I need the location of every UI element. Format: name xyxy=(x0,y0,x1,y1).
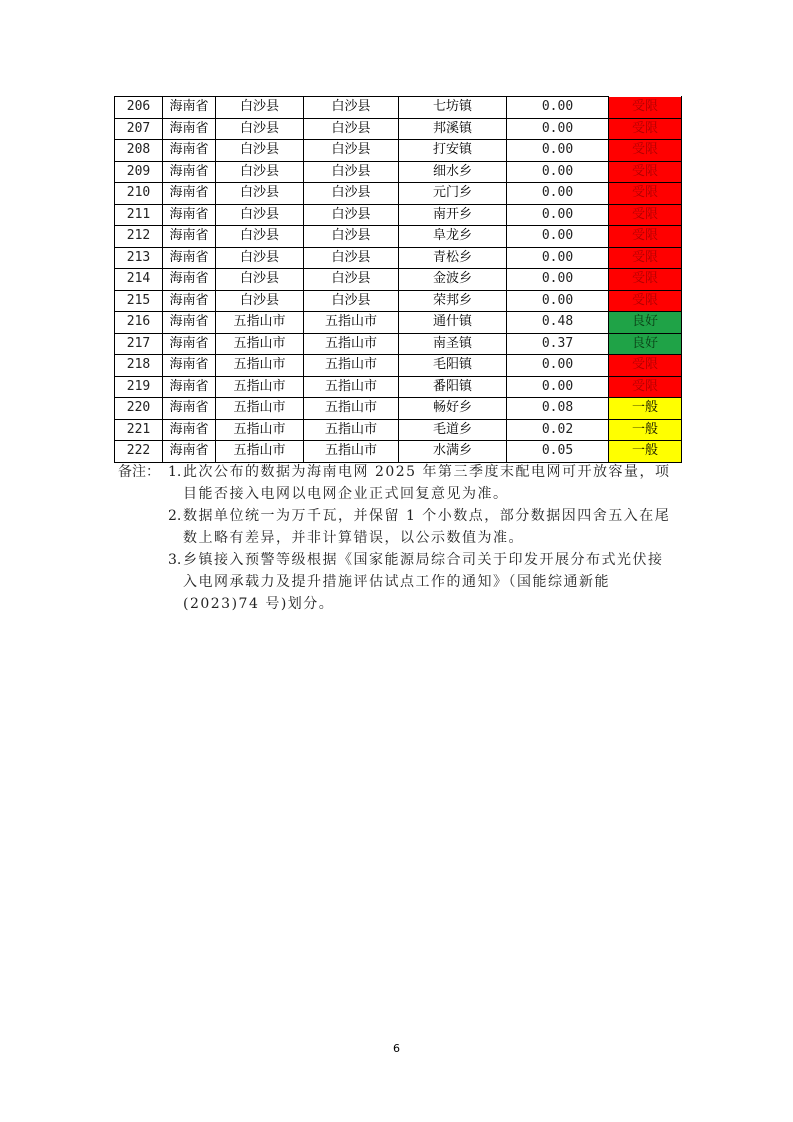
town-cell: 南开乡 xyxy=(399,204,507,226)
note-text: 数上略有差异，并非计算错误，以公示数值为准。 xyxy=(183,530,524,546)
row-number-cell: 221 xyxy=(115,419,163,441)
note-number-spacer xyxy=(168,527,183,549)
table-row xyxy=(115,140,682,162)
table-row xyxy=(115,269,682,291)
town-cell: 毛道乡 xyxy=(399,419,507,441)
table-row xyxy=(115,204,682,226)
district-cell: 五指山市 xyxy=(304,419,399,441)
capacity-cell: 0.37 xyxy=(507,333,609,355)
note-text: 目能否接入电网以电网企业正式回复意见为准。 xyxy=(183,486,509,502)
capacity-cell: 0.00 xyxy=(507,355,609,377)
status-badge: 良好 xyxy=(609,333,682,355)
province-cell: 海南省 xyxy=(163,161,216,183)
county-cell: 五指山市 xyxy=(216,419,304,441)
table-row xyxy=(115,161,682,183)
note-text: 数据单位统一为万千瓦，并保留 1 个小数点，部分数据因四舍五入在尾 xyxy=(183,508,671,524)
row-number-cell: 222 xyxy=(115,441,163,463)
town-cell: 通什镇 xyxy=(399,312,507,334)
district-cell: 白沙县 xyxy=(304,161,399,183)
table-row xyxy=(115,441,682,463)
town-cell: 邦溪镇 xyxy=(399,118,507,140)
province-cell: 海南省 xyxy=(163,204,216,226)
capacity-cell: 0.00 xyxy=(507,140,609,162)
status-badge: 良好 xyxy=(609,312,682,334)
table-row xyxy=(115,398,682,420)
capacity-cell: 0.48 xyxy=(507,312,609,334)
table-row xyxy=(115,333,682,355)
town-cell: 七坊镇 xyxy=(399,97,507,119)
status-badge: 受限 xyxy=(609,161,682,183)
county-cell: 五指山市 xyxy=(216,333,304,355)
row-number-cell: 219 xyxy=(115,376,163,398)
province-cell: 海南省 xyxy=(163,355,216,377)
row-number-cell: 218 xyxy=(115,355,163,377)
status-badge: 受限 xyxy=(609,183,682,205)
note-line xyxy=(118,483,678,505)
table-row xyxy=(115,419,682,441)
province-cell: 海南省 xyxy=(163,376,216,398)
capacity-cell: 0.00 xyxy=(507,97,609,119)
district-cell: 白沙县 xyxy=(304,140,399,162)
province-cell: 海南省 xyxy=(163,226,216,248)
county-cell: 白沙县 xyxy=(216,118,304,140)
row-number-cell: 214 xyxy=(115,269,163,291)
table-body xyxy=(115,97,682,463)
note-text: (2023)74 号)划分。 xyxy=(183,596,335,612)
notes-spacer xyxy=(118,593,168,615)
status-badge: 受限 xyxy=(609,97,682,119)
district-cell: 五指山市 xyxy=(304,376,399,398)
row-number-cell: 216 xyxy=(115,312,163,334)
county-cell: 五指山市 xyxy=(216,376,304,398)
notes-spacer xyxy=(118,527,168,549)
province-cell: 海南省 xyxy=(163,118,216,140)
note-number: 3. xyxy=(168,552,182,568)
town-cell: 南圣镇 xyxy=(399,333,507,355)
capacity-cell: 0.00 xyxy=(507,204,609,226)
status-badge: 一般 xyxy=(609,398,682,420)
page-number: 6 xyxy=(393,1042,400,1055)
note-text: 此次公布的数据为海南电网 2025 年第三季度末配电网可开放容量，项 xyxy=(183,464,671,480)
district-cell: 白沙县 xyxy=(304,226,399,248)
county-cell: 白沙县 xyxy=(216,247,304,269)
note-text: 入电网承载力及提升措施评估试点工作的通知》（国能综通新能 xyxy=(183,574,610,590)
notes-spacer xyxy=(118,571,168,593)
province-cell: 海南省 xyxy=(163,247,216,269)
notes-spacer xyxy=(118,549,168,571)
district-cell: 白沙县 xyxy=(304,204,399,226)
status-badge: 一般 xyxy=(609,441,682,463)
town-cell: 青松乡 xyxy=(399,247,507,269)
note-number: 1. xyxy=(168,464,182,480)
note-line xyxy=(118,549,678,571)
district-cell: 五指山市 xyxy=(304,333,399,355)
town-cell: 水满乡 xyxy=(399,441,507,463)
capacity-cell: 0.00 xyxy=(507,376,609,398)
capacity-table xyxy=(114,96,682,463)
town-cell: 金波乡 xyxy=(399,269,507,291)
status-badge: 受限 xyxy=(609,269,682,291)
table-row xyxy=(115,376,682,398)
row-number-cell: 220 xyxy=(115,398,163,420)
capacity-cell: 0.00 xyxy=(507,183,609,205)
table-row xyxy=(115,97,682,119)
note-line xyxy=(118,593,678,615)
row-number-cell: 208 xyxy=(115,140,163,162)
status-badge: 受限 xyxy=(609,204,682,226)
status-badge: 受限 xyxy=(609,140,682,162)
status-badge: 受限 xyxy=(609,355,682,377)
province-cell: 海南省 xyxy=(163,398,216,420)
province-cell: 海南省 xyxy=(163,333,216,355)
row-number-cell: 206 xyxy=(115,97,163,119)
province-cell: 海南省 xyxy=(163,290,216,312)
district-cell: 五指山市 xyxy=(304,312,399,334)
status-badge: 受限 xyxy=(609,226,682,248)
row-number-cell: 215 xyxy=(115,290,163,312)
town-cell: 荣邦乡 xyxy=(399,290,507,312)
county-cell: 白沙县 xyxy=(216,290,304,312)
county-cell: 白沙县 xyxy=(216,161,304,183)
status-badge: 一般 xyxy=(609,419,682,441)
row-number-cell: 213 xyxy=(115,247,163,269)
note-line xyxy=(118,505,678,527)
notes-section xyxy=(118,461,678,615)
notes-label: 备注： xyxy=(118,464,160,480)
province-cell: 海南省 xyxy=(163,419,216,441)
district-cell: 白沙县 xyxy=(304,97,399,119)
county-cell: 白沙县 xyxy=(216,97,304,119)
town-cell: 番阳镇 xyxy=(399,376,507,398)
district-cell: 白沙县 xyxy=(304,290,399,312)
capacity-cell: 0.00 xyxy=(507,269,609,291)
note-line xyxy=(118,461,678,483)
district-cell: 五指山市 xyxy=(304,441,399,463)
district-cell: 五指山市 xyxy=(304,398,399,420)
district-cell: 白沙县 xyxy=(304,269,399,291)
note-number-spacer xyxy=(168,483,183,505)
note-number-spacer xyxy=(168,571,183,593)
table-row xyxy=(115,226,682,248)
county-cell: 五指山市 xyxy=(216,355,304,377)
status-badge: 受限 xyxy=(609,247,682,269)
town-cell: 毛阳镇 xyxy=(399,355,507,377)
notes-spacer xyxy=(118,505,168,527)
province-cell: 海南省 xyxy=(163,97,216,119)
capacity-cell: 0.00 xyxy=(507,290,609,312)
district-cell: 白沙县 xyxy=(304,183,399,205)
table-row xyxy=(115,355,682,377)
notes-spacer xyxy=(118,483,168,505)
capacity-cell: 0.08 xyxy=(507,398,609,420)
note-text: 乡镇接入预警等级根据《国家能源局综合司关于印发开展分布式光伏接 xyxy=(183,552,664,568)
row-number-cell: 211 xyxy=(115,204,163,226)
province-cell: 海南省 xyxy=(163,140,216,162)
note-number-spacer xyxy=(168,593,183,615)
capacity-cell: 0.02 xyxy=(507,419,609,441)
table-row xyxy=(115,183,682,205)
district-cell: 白沙县 xyxy=(304,247,399,269)
county-cell: 五指山市 xyxy=(216,441,304,463)
county-cell: 五指山市 xyxy=(216,312,304,334)
district-cell: 白沙县 xyxy=(304,118,399,140)
county-cell: 白沙县 xyxy=(216,269,304,291)
capacity-cell: 0.00 xyxy=(507,161,609,183)
town-cell: 阜龙乡 xyxy=(399,226,507,248)
province-cell: 海南省 xyxy=(163,441,216,463)
note-line xyxy=(118,571,678,593)
county-cell: 白沙县 xyxy=(216,183,304,205)
row-number-cell: 209 xyxy=(115,161,163,183)
row-number-cell: 207 xyxy=(115,118,163,140)
row-number-cell: 217 xyxy=(115,333,163,355)
status-badge: 受限 xyxy=(609,376,682,398)
town-cell: 畅好乡 xyxy=(399,398,507,420)
capacity-cell: 0.00 xyxy=(507,247,609,269)
town-cell: 打安镇 xyxy=(399,140,507,162)
town-cell: 细水乡 xyxy=(399,161,507,183)
table-row xyxy=(115,312,682,334)
note-number: 2. xyxy=(168,508,182,524)
status-badge: 受限 xyxy=(609,118,682,140)
province-cell: 海南省 xyxy=(163,312,216,334)
province-cell: 海南省 xyxy=(163,269,216,291)
note-line xyxy=(118,527,678,549)
capacity-cell: 0.05 xyxy=(507,441,609,463)
row-number-cell: 210 xyxy=(115,183,163,205)
table-row xyxy=(115,290,682,312)
status-badge: 受限 xyxy=(609,290,682,312)
table-row xyxy=(115,118,682,140)
county-cell: 白沙县 xyxy=(216,204,304,226)
county-cell: 白沙县 xyxy=(216,226,304,248)
province-cell: 海南省 xyxy=(163,183,216,205)
capacity-cell: 0.00 xyxy=(507,226,609,248)
district-cell: 五指山市 xyxy=(304,355,399,377)
county-cell: 白沙县 xyxy=(216,140,304,162)
town-cell: 元门乡 xyxy=(399,183,507,205)
row-number-cell: 212 xyxy=(115,226,163,248)
county-cell: 五指山市 xyxy=(216,398,304,420)
table-row xyxy=(115,247,682,269)
capacity-cell: 0.00 xyxy=(507,118,609,140)
